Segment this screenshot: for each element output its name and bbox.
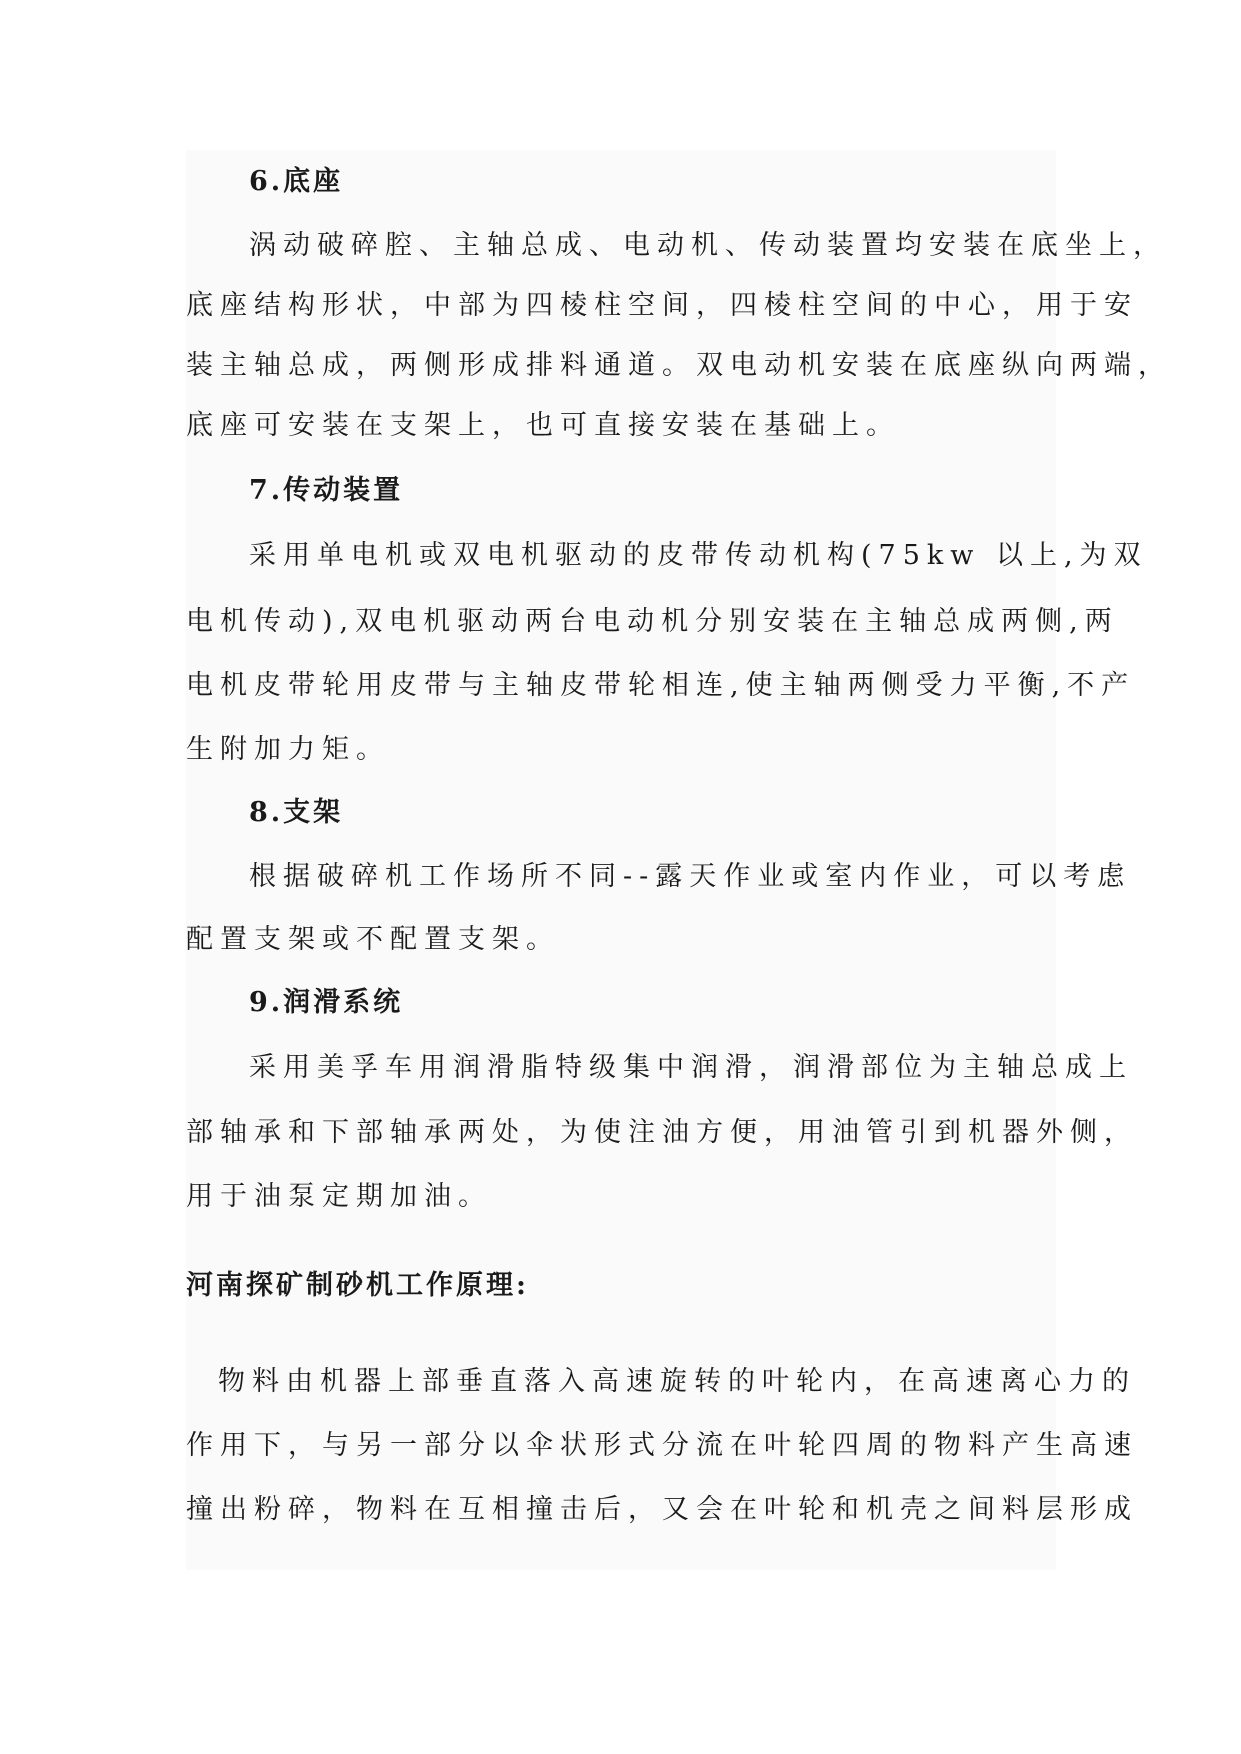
paragraph-line: 物料由机器上部垂直落入高速旋转的叶轮内，在高速离心力的 [218,1366,1136,1397]
paragraph-line: 用于油泵定期加油。 [186,1181,492,1212]
section-heading-7: 7.传动装置 [249,475,404,506]
paragraph-line: 电机皮带轮用皮带与主轴皮带轮相连,使主轴两侧受力平衡,不产 [186,670,1136,701]
paragraph-line: 采用美孚车用润滑脂特级集中润滑，润滑部位为主轴总成上 [249,1052,1133,1083]
paragraph-line: 根据破碎机工作场所不同--露天作业或室内作业，可以考虑 [249,861,1132,892]
paragraph-line: 涡动破碎腔、主轴总成、电动机、传动装置均安装在底坐上， [249,230,1167,261]
paragraph-line: 撞出粉碎，物料在互相撞击后，又会在叶轮和机壳之间料层形成 [186,1494,1138,1525]
section-heading-8: 8.支架 [249,797,344,828]
paragraph-line: 配置支架或不配置支架。 [186,924,560,955]
paragraph-line: 生附加力矩。 [186,734,390,765]
paragraph-line: 采用单电机或双电机驱动的皮带传动机构(75kw 以上,为双 [249,540,1148,571]
principle-title: 河南探矿制砂机工作原理: [186,1270,529,1301]
paragraph-line: 装主轴总成，两侧形成排料通道。双电动机安装在底座纵向两端， [186,350,1172,381]
document-content [186,150,1172,1570]
paragraph-line: 作用下，与另一部分以伞状形式分流在叶轮四周的物料产生高速 [186,1430,1138,1461]
paragraph-line: 底座结构形状，中部为四棱柱空间，四棱柱空间的中心，用于安 [186,290,1138,321]
paragraph-line: 部轴承和下部轴承两处，为使注油方便，用油管引到机器外侧， [186,1117,1138,1148]
section-heading-9: 9.润滑系统 [249,987,404,1018]
section-heading-6: 6.底座 [249,166,344,197]
paragraph-line: 电机传动),双电机驱动两台电动机分别安装在主轴总成两侧,两 [186,606,1119,637]
paragraph-line: 底座可安装在支架上，也可直接安装在基础上。 [186,410,900,441]
